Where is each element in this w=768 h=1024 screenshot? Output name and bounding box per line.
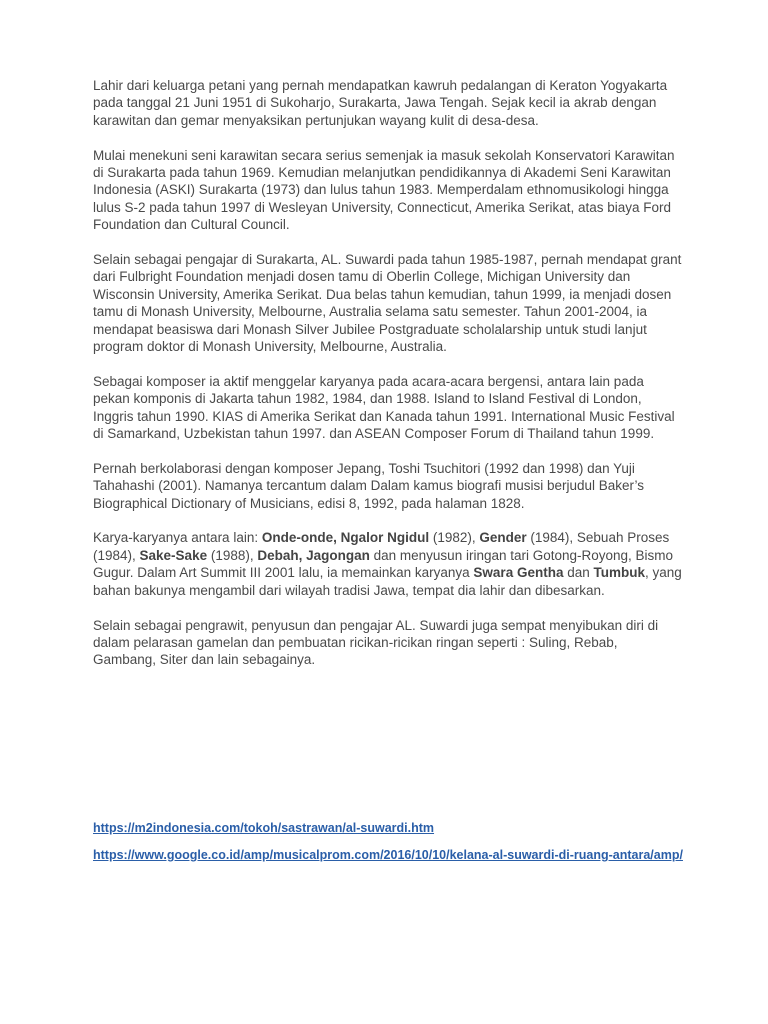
paragraph-works (93, 529, 683, 599)
works-text: (1988), (207, 547, 258, 563)
paragraph-birth: Lahir dari keluarga petani yang pernah mendapatkan kawruh pedalangan di Keraton Yogyakarta pada tanggal 21 Juni 1951 di Sukoharjo, Surakarta, Jawa Tengah. Sejak kecil ia akrab dengan karawitan dan gemar menyaksikan pertunjukan wayang kulit di desa-desa. (93, 78, 668, 128)
works-text: , yang bahan bakunya mengambil dari wilayah tradisi Jawa, tempat dia lahir dan dibesarkan. (93, 565, 682, 598)
work-title: Gender (479, 530, 527, 546)
reference-link-m2indonesia[interactable]: https://m2indonesia.com/tokoh/sastrawan/al-suwardi.htm (93, 821, 435, 835)
works-text: (1982), (429, 530, 480, 546)
reference-links (93, 820, 683, 874)
works-text: (1984), Sebuah Proses (1984), (93, 530, 670, 563)
works-text: Karya-karyanya antara lain: (93, 530, 262, 546)
document-body (93, 77, 683, 686)
paragraph-education: Mulai menekuni seni karawitan secara serius semenjak ia masuk sekolah Konservatori Karawitan di Surakarta pada tahun 1969. Kemudian melanjutkan pendidikannya di Akademi Seni Karawitan Indonesia (ASKI) Surakarta (1973) dan lulus tahun 1983. Memperdalam ethnomusikologi hingga lulus S-2 pada tahun 1997 di Wesleyan University, Connecticut, Amerika Serikat, atas biaya Ford Foundation dan Cultural Council. (93, 147, 675, 233)
works-text: dan (563, 565, 594, 581)
reference-link-musicalprom[interactable]: https://www.google.co.id/amp/musicalprom.com/2016/10/10/kelana-al-suwardi-di-ruang-antara/amp/ (93, 848, 683, 862)
work-title: Tumbuk (593, 565, 645, 581)
paragraph-collaboration: Pernah berkolaborasi dengan komposer Jepang, Toshi Tsuchitori (1992 dan 1998) dan Yuji Tahahashi (2001). Namanya tercantum dalam Dalam kamus biografi musisi berjudul Baker’s Biographical Dictionary of Musicians, edisi 8, 1992, pada halaman 1828. (93, 460, 645, 511)
paragraph-teaching: Selain sebagai pengajar di Surakarta, AL. Suwardi pada tahun 1985-1987, pernah mendapat grant dari Fulbright Foundation menjadi dosen tamu di Oberlin College, Michigan University dan Wisconsin University, Amerika Serikat. Dua belas tahun kemudian, tahun 1999, ia menjadi dosen tamu di Monash University, Melbourne, Australia selama satu semester. Tahun 2001-2004, ia mendapat beasiswa dari Monash Silver Jubilee Postgraduate scholalarship untuk studi lanjut program doktor di Monash University, Melbourne, Australia. (93, 252, 682, 355)
works-text: dan menyusun iringan tari Gotong-Royong, Bismo Gugur. Dalam Art Summit III 2001 lalu, ia memainkan karyanya (93, 547, 674, 581)
work-title: Swara Gentha (473, 565, 564, 581)
paragraph-gamelan: Selain sebagai pengrawit, penyusun dan pengajar AL. Suwardi juga sempat menyibukan diri di dalam pelarasan gamelan dan pembuatan ricikan-ricikan ringan seperti : Suling, Rebab, Gambang, Siter dan lain sebagainya. (93, 617, 659, 668)
work-title: Sake-Sake (139, 547, 208, 563)
work-title: Debah, Jagongan (257, 547, 370, 563)
paragraph-composer: Sebagai komposer ia aktif menggelar karyanya pada acara-acara bergensi, antara lain pada pekan komponis di Jakarta tahun 1982, 1984, dan 1988. Island to Island Festival di London, Inggris tahun 1990. KIAS di Amerika Serikat dan Kanada tahun 1991. International Music Festival di Samarkand, Uzbekistan tahun 1997. dan ASEAN Composer Forum di Thailand tahun 1999. (93, 373, 675, 442)
work-title: Onde-onde, Ngalor Ngidul (261, 530, 430, 546)
